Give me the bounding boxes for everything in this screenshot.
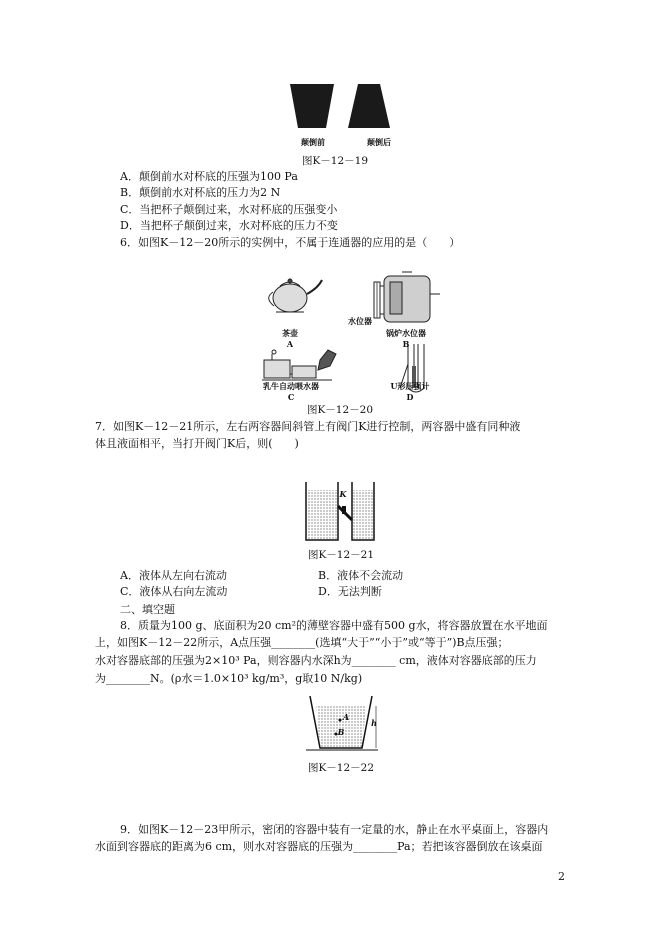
label-teapot-letter: A [286,339,294,349]
q7-option-a: A．液体从左向右流动 [120,569,227,582]
q9-line1: 9．如图K－12－23甲所示，密闭的容器中装有一定量的水，静止在水平桌面上，容器内 [120,823,549,836]
q7-option-d: D．无法判断 [318,585,382,598]
fig22-caption: 图K－12－22 [307,762,375,774]
teapot-drawing [269,279,322,312]
boiler-drawing [374,272,440,322]
fig20-caption: 图K－12－20 [306,404,374,416]
fig19-caption: 图K－12－19 [301,155,369,167]
q7-option-c: C．液体从右向左流动 [120,585,228,598]
page-number: 2 [558,870,565,883]
q7-line1: 7．如图K－12－21所示，左右两容器间斜管上有阀门K进行控制，两容器中盛有同种液 [95,420,521,433]
cup-after [348,84,390,128]
label-feeder-letter: C [287,392,295,402]
label-after: 颠倒后 [367,137,391,147]
q9-line2: 水面到容器底的距离为6 cm，则水对容器底的压强为________Pa；若把该容器倒放在该桌面 [95,840,543,853]
point-a: A [342,712,350,722]
point-b: B [337,727,345,737]
figure-k-12-19 [280,82,400,138]
depth-h: h [371,718,377,728]
label-feeder: 乳牛自动喂水器 [263,381,319,391]
q6-text: 6．如图K－12－20所示的实例中，不属于连通器的应用的是（ ） [120,236,461,249]
label-manometer: U形压强计 [390,381,430,391]
q5-option-c: C．当把杯子颠倒过来，水对杯底的压强变小 [120,203,338,216]
cup-before [290,84,334,128]
q5-option-b: B．颠倒前水对杯底的压力为2 N [120,186,281,199]
feeder-drawing [262,350,336,380]
q8-line2: 上，如图K－12－22所示，A点压强________(选填“大于”“小于”或“等于”)B点压强； [95,636,509,649]
label-teapot: 茶壶 [282,328,298,338]
q7-option-b: B．液体不会流动 [318,569,404,582]
q5-option-d: D．当把杯子颠倒过来，水对杯底的压力不变 [120,219,338,232]
label-before: 颠倒前 [301,137,325,147]
section-fill-blank: 二、填空题 [120,603,175,616]
fig21-caption: 图K－12－21 [307,549,375,561]
label-water-gauge: 水位器 [348,316,372,326]
q8-line4: 为________N。(ρ水＝1.0×10³ kg/m³，g取10 N/kg) [95,672,363,685]
q7-line2: 体且液面相平，当打开阀门K后，则( ) [95,437,299,450]
q8-line3: 水对容器底部的压强为2×10³ Pa，则容器内水深h为________ cm，液体对容器底部的压力 [95,654,537,667]
label-manometer-letter: D [406,392,414,402]
label-boiler-letter: B [402,339,410,349]
valve-label: K [339,489,347,499]
q5-option-a: A．颠倒前水对杯底的压强为100 Pa [120,170,298,183]
q8-line1: 8．质量为100 g、底面积为20 cm²的薄壁容器中盛有500 g水，将容器放置在水平地面 [120,619,548,632]
label-boiler: 锅炉水位器 [386,328,426,338]
